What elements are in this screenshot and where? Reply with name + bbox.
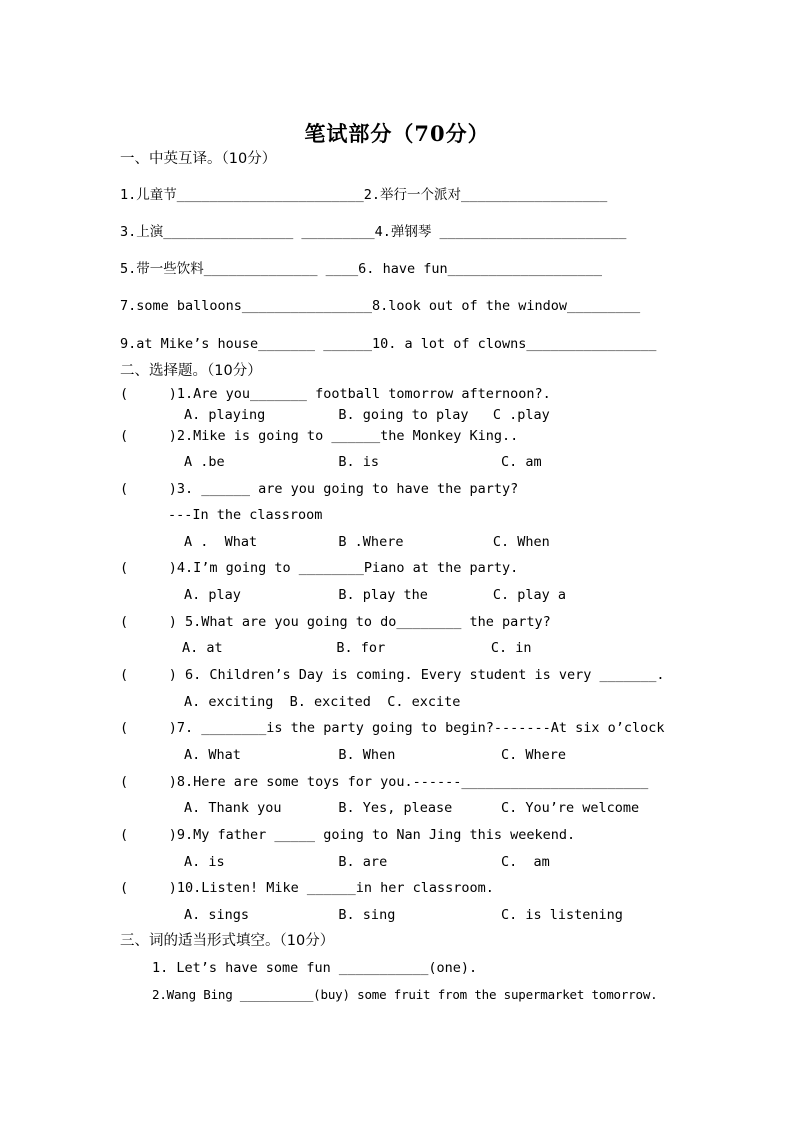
- fill-line-2: 2.Wang Bing __________(buy) some fruit from the supermarket tomorrow.: [152, 987, 658, 1002]
- question-5: ( ) 5.What are you going to do________ the party?: [120, 614, 551, 630]
- translation-line-2: 3.上演________________ _________4.弹钢琴 _______________________: [120, 224, 627, 240]
- translation-line-1: 1.儿童节_______________________2.举行一个派对__________________: [120, 187, 608, 203]
- section2-heading: 二、选择题。（10分）: [120, 363, 262, 379]
- question-5-options: A. at B. for C. in: [182, 640, 532, 656]
- question-7-options: A. What B. When C. Where: [184, 747, 567, 763]
- translation-line-4: 7.some balloons________________8.look out of the window_________: [120, 298, 641, 314]
- question-2: ( )2.Mike is going to ______the Monkey King..: [120, 428, 519, 444]
- question-7: ( )7. ________is the party going to begin?-------At six o’clock: [120, 720, 665, 736]
- question-8-options: A. Thank you B. Yes, please C. You’re welcome: [184, 800, 640, 816]
- question-3-options: A . What B .Where C. When: [184, 534, 550, 550]
- translation-line-3: 5.带一些饮料______________ ____6. have fun___________________: [120, 261, 603, 277]
- question-2-options: A .be B. is C. am: [184, 454, 542, 470]
- question-4-options: A. play B. play the C. play a: [184, 587, 567, 603]
- question-6-options: A. exciting B. excited C. excite: [184, 694, 461, 710]
- question-8: ( )8.Here are some toys for you.------_______________________: [120, 774, 649, 790]
- question-6: ( ) 6. Children’s Day is coming. Every student is very _______.: [120, 667, 665, 683]
- section3-heading: 三、词的适当形式填空。（10分）: [120, 933, 335, 949]
- question-3: ( )3. ______ are you going to have the party?: [120, 481, 519, 497]
- translation-line-5: 9.at Mike’s house_______ ______10. a lot of clowns________________: [120, 336, 657, 352]
- question-4: ( )4.I’m going to ________Piano at the party.: [120, 560, 519, 576]
- fill-line-1: 1. Let’s have some fun ___________(one).: [152, 960, 478, 976]
- question-10-options: A. sings B. sing C. is listening: [184, 907, 623, 923]
- question-9-options: A. is B. are C. am: [184, 854, 550, 870]
- page-title: 笔试部分（70分）: [304, 121, 490, 146]
- section1-heading: 一、中英互译。（10分）: [120, 151, 277, 167]
- question-3-answer: ---In the classroom: [168, 507, 323, 523]
- question-10: ( )10.Listen! Mike ______in her classroom.: [120, 880, 494, 896]
- question-1-options: A. playing B. going to play C .play: [184, 407, 550, 423]
- question-1: ( )1.Are you_______ football tomorrow afternoon?.: [120, 386, 551, 402]
- question-9: ( )9.My father _____ going to Nan Jing this weekend.: [120, 827, 576, 843]
